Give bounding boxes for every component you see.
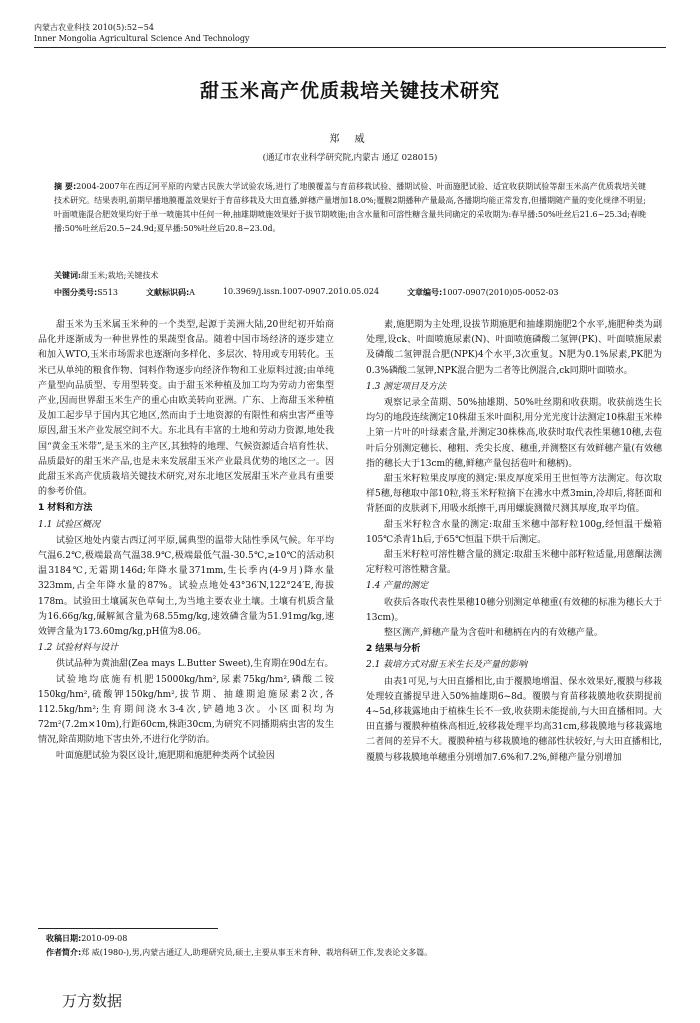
subsection-heading: 1.1 试验区概况: [38, 519, 101, 530]
doc-code-value: A: [189, 288, 195, 297]
paragraph: 观察记录全苗期、50%抽雄期、50%吐丝期和收获期。收获前选生长均匀的地段连续测定10株甜玉米叶面积,用分光光度计法测定10株甜玉米棒上第一片叶的叶绿素含量,并测定30株株高,收获时取代表性果穗10穗,去苞叶后分别测定穗长、穗粗、秃尖长度、穗重,并测整区有效鲜穗产量(有效穗指的穗长大于13cm的穗,鲜穗产量包括苞叶和穗柄)。: [366, 398, 662, 469]
paragraph: 整区测产,鲜穗产量为含苞叶和穗柄在内的有效穗产量。: [384, 628, 603, 639]
affiliation: (通辽市农业科学研究院,内蒙古 通辽 028015): [262, 153, 438, 163]
journal-name-cn: 内蒙古农业科技 2010(5):52~54: [34, 23, 154, 32]
keywords-label: 关键词:: [54, 270, 81, 280]
left-column: [38, 318, 334, 764]
subsection-heading: 1.4 产量的测定: [366, 581, 429, 592]
doi: 10.3969/j.issn.1007-0907.2010.05.024: [222, 287, 380, 296]
header-divider: [34, 47, 666, 48]
doc-code-label: 文献标识码:: [145, 288, 190, 297]
keywords: [54, 270, 158, 281]
paragraph: 甜玉米籽粒可溶性糖含量的测定:取甜玉米穗中部籽粒适量,用蒽酮法测定籽粒可溶性糖含量。: [366, 550, 662, 576]
section-heading: 2 结果与分析: [366, 644, 421, 655]
watermark: 万方数据: [62, 992, 123, 1010]
paragraph: 供试品种为黄油甜(Zea mays L.Butter Sweet),生育期在90d左右。: [56, 659, 334, 670]
classification-line: [54, 287, 646, 298]
paragraph: 收获后各取代表性果穗10穗分别测定单穗重(有效穗的标准为穗长大于13cm)。: [366, 597, 662, 623]
paragraph: 甜玉米籽粒果皮厚度的测定:果皮厚度采用王世恒等方法测定。每次取样5穗,每穗取中部10粒,将玉米籽粒摘下在沸水中煮3min,冷却后,将胚面和背胚面的皮肤剥下,用吸水纸擦干,再用螺旋测微尺测其厚度,取平均值。: [366, 474, 662, 515]
right-column: [366, 318, 662, 766]
paragraph: 甜玉米为玉米属玉米种的一个类型,起源于美洲大陆,20世纪初开始商品化并逐渐成为一种世界性的果蔬型食品。随着中国市场经济的逐步建立和加入WTO,玉米市场需求也逐渐向多样化、多层次、特用或专用转化。玉米已从单纯的粮食作物、饲料作物逐步向经济作物和工业原料过渡;由单纯产量型向品质型、专用型转变。由于甜玉米种植及加工均为劳动力密集型产业,因而世界甜玉米生产的重心由欧美转向亚洲。广东、上海甜玉米种植及加工起步早于国内其它地区,然而由于土地资源的有限性和病虫害严重等原因,甜玉米产业发展空间不大。东北具有丰富的土地和劳动力资源,地处我国“黄金玉米带”,是玉米的主产区,其独特的地理、气候资源适合培育性状、品质最好的甜玉米产品,也是未来发展甜玉米产业最具优势的地区之一。因此甜玉米高产优质栽培关键技术研究,对东北地区发展甜玉米产业具有重要的参考价值。: [38, 320, 334, 498]
subsection-heading: 1.3 测定项目及方法: [366, 381, 447, 392]
abstract: [54, 180, 646, 236]
footnote-divider: [38, 928, 218, 929]
subsection-heading: 1.2 试验材料与设计: [38, 643, 119, 654]
received-date: 2010-09-08: [81, 934, 128, 943]
clc-value: S513: [97, 288, 118, 297]
subsection-heading: 2.1 栽培方式对甜玉米生长及产量的影响: [366, 660, 528, 671]
paragraph: 甜玉米籽粒含水量的测定:取甜玉米穗中部籽粒100g,经恒温干燥箱105℃杀青1h后,于65℃恒温下烘干后测定。: [366, 519, 662, 545]
received-label: 收稿日期:: [46, 934, 82, 943]
paper-title: 甜玉米高产优质栽培关键技术研究: [199, 80, 500, 102]
author-name: 郑 威: [329, 134, 371, 145]
clc-label: 中图分类号:: [54, 288, 98, 297]
paragraph: 试验区地处内蒙古西辽河平原,属典型的温带大陆性季风气候。年平均气温6.2℃,极端最高气温38.9℃,极端最低气温-30.5℃,≥10℃的活动积温3184℃,无霜期146d;年降水量371mm,生长季内(4-9月)降水量323mm,占全年降水量的87%。试验点地处43°36′N,122°24′E,海拔178m。试验田土壤属灰色草甸土,为当地主要农业土壤。土壤有机质含量为16.66g/kg,碱解氮含量为68.55mg/kg,速效磷含量为51.91mg/kg,速效钾含量为173.60mg/kg,pH值为8.06。: [38, 535, 334, 638]
article-no-value: 1007-0907(2010)05-0052-03: [442, 288, 559, 297]
author-bio: 郑 威(1980-),男,内蒙古通辽人,助理研究员,硕士,主要从事玉米育种、栽培科研工作,发表论文多篇。: [81, 948, 433, 957]
paragraph: 由表1可见,与大田直播相比,由于覆膜地增温、保水效果好,覆膜与移栽处理较直播提早进入50%抽雄期6~8d。覆膜与育苗移栽膜地收获期提前4~5d,移栽露地由于植株生长不一致,收获期未能提前,与大田直播相同。大田直播与覆膜种植株高相近,较移栽处理平均高31cm,移栽膜地与移栽露地二者间的差异不大。覆膜种植与移栽膜地的穗部性状较好,与大田直播相比,覆膜与移栽膜地单穗重分别增加7.6%和7.2%,鲜穗产量分别增加: [366, 676, 662, 763]
paragraph: 叶面施肥试验为裂区设计,施肥期和施肥种类两个试验因: [56, 750, 275, 761]
paragraph: 素,施肥期为主处理,设拔节期施肥和抽雄期施肥2个水平,施肥种类为副处理,设ck、叶面喷施尿素(N)、叶面喷施磷酸二氢钾(PK)、叶面喷施尿素及磷酸二氢钾混合肥(NPK)4个水平,3次重复。N肥为0.1%尿素,PK肥为0.3%磷酸二氢钾,NPK混合肥为二者等比例混合,ck同期叶面喷水。: [366, 320, 662, 376]
author-bio-label: 作者简介:: [46, 948, 82, 957]
section-heading: 1 材料和方法: [38, 503, 93, 514]
paragraph: 试验地均底施有机肥15000kg/hm²,尿素75kg/hm²,磷酸二铵150kg/hm²,硫酸钾150kg/hm²,拔节期、抽雄期追施尿素2次,各112.5kg/hm²;生育期间浇水3-4次,铲趟地3次。小区面积均为72m²(7.2m×10m),行距60cm,株距30cm,为研究不同播期病虫害的发生情况,除苗期防地下害虫外,不进行化学防治。: [38, 674, 334, 746]
footnote: [46, 932, 660, 960]
article-no-label: 文章编号:: [407, 288, 443, 297]
abstract-text: 2004-2007年在西辽河平原的内蒙古民族大学试验农场,进行了地膜覆盖与育苗移栽试验、播期试验、叶面施肥试验、适宜收获期试验等甜玉米高产优质栽培关键技术研究。结果表明,前期早播地膜覆盖效果好于育苗移栽及大田直播,鲜穗产量增加18.0%;覆膜2期播种产量最高,各播期均能正常发育,但播期随产量的变化规律不明显;叶面喷施混合肥效果均好于单一喷施其中任何一种,抽雄期喷施效果好于拔节期喷施;由含水量和可溶性糖含量共同确定的采收期为:春早播:50%吐丝后21.6~25.3d;春晚播:50%吐丝后20.5~24.9d;夏早播:50%吐丝后20.8~23.0d。: [54, 182, 647, 233]
journal-header: [34, 22, 249, 44]
keywords-text: 甜玉米;栽培;关键技术: [80, 271, 159, 280]
journal-name-en: Inner Mongolia Agricultural Science And Technology: [34, 34, 250, 43]
abstract-label: 摘 要:: [54, 182, 77, 191]
